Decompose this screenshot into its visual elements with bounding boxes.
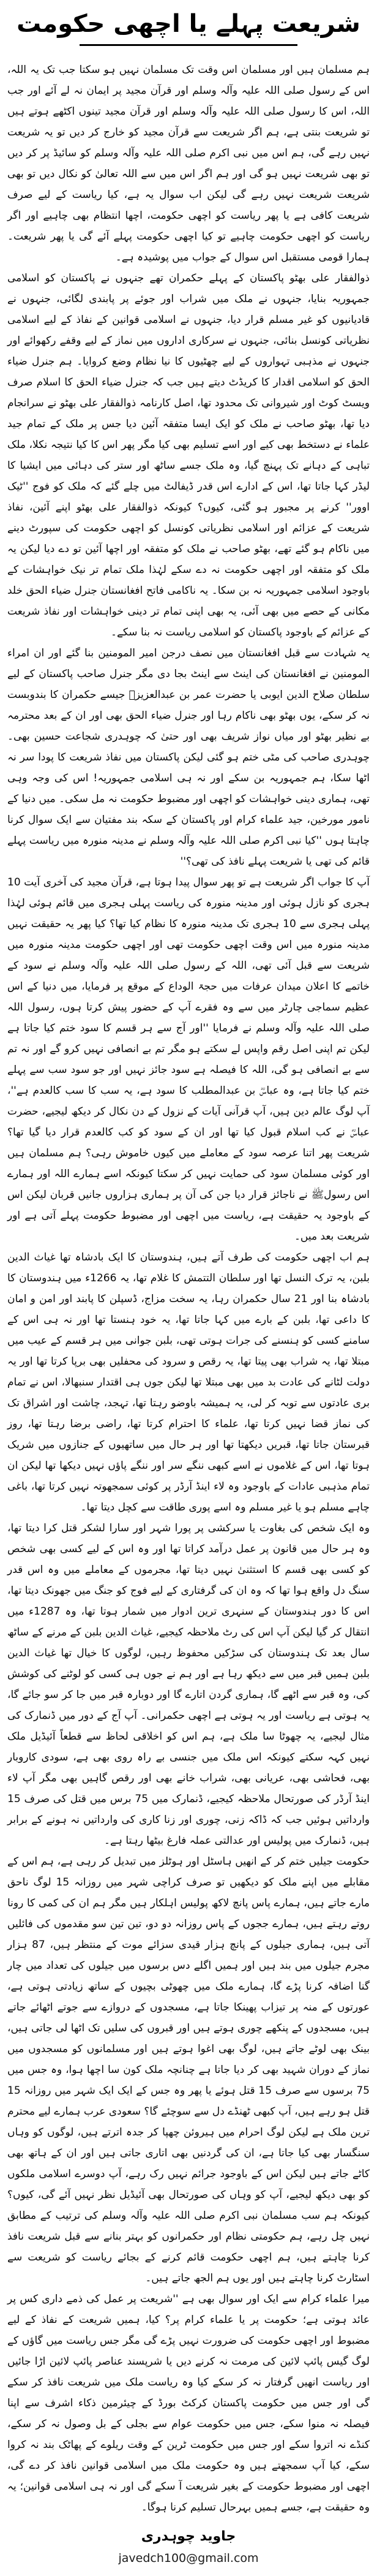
author-email: javedch100@gmail.com <box>118 2551 259 2565</box>
article-title: شریعت پہلے یا اچھی حکومت <box>17 10 360 38</box>
article-paragraph: ہم اب اچھی حکومت کی طرف آتے ہیں، ہندوستان کا ایک بادشاہ تھا غیاث الدین بلبن، یہ ترک النسل تھا اور سلطان التتمش کا غلام تھا، یہ 1266ء میں ہندوستان کا بادشاہ بنا اور 21 سال حکمران رہا، یہ سخت مزاج، ڈسپلن کا پابند اور امن و امان کا داعی تھا، بلبن کے بارے میں کہا جاتا تھا، یہ خود ہنستا تھا اور نہ ہی اس کے سامنے کسی کو ہنسنے کی جرات ہوتی تھی، بلبن جوانی میں ہر قسم کے عیب میں مبتلا تھا، یہ شراب بھی پیتا تھا، یہ رقص و سرود کی محفلیں بھی برپا کرتا تھا اور یہ دولت لٹانے کی عادت بد میں بھی مبتلا تھا لیکن جوں ہی اقتدار سنبھالا، اس نے تمام بری عادتوں سے توبہ کر لی، یہ ہمیشہ باوضو رہتا تھا، تہجد، چاشت اور اشراق تک کی نماز قضا نہیں کرتا تھا، علماء کا احترام کرتا تھا، راضی برضا رہتا تھا، روز قبرستان جاتا تھا، قبریں دیکھتا تھا اور ہر حال میں ساتھیوں کے جنازوں میں شریک ہوتا تھا، اس کے غلاموں نے اسے کبھی ننگے سر اور ننگے پاؤں نہیں دیکھا تھا لیکن ان تمام مذہبی عادات کے باوجود وہ لاء اینڈ آرڈر پر کوئی سمجھوتہ نہیں کرتا تھا، باغی چاہے مسلم ہو یا غیر مسلم وہ اسے پوری طاقت سے کچل دیتا تھا۔ <box>7 1251 370 1513</box>
article-footer <box>7 2528 370 2565</box>
article-paragraph: آپ کا جواب اگر شریعت ہے تو پھر سوال پیدا ہوتا ہے، قرآن مجید کی آخری آیت 10 ہجری کو نازل ہوئی اور مدینہ منورہ کی ریاست پہلی ہجری میں قائم ہوئی لہٰذا پہلی ہجری سے 10 ہجری تک مدینہ منورہ کا نظام کیا تھا؟ کیا پھر یہ حقیقت نہیں مدینہ منورہ میں اس وقت اچھی حکومت تھی اور اچھی حکومت مدینہ منورہ میں شریعت سے قبل آئی تھی، اللہ کے رسول صلی اللہ علیہ وآلہ وسلم نے سود کے خاتمے کا اعلان میدان عرفات میں حجۃ الوداع کے موقع پر فرمایا، میں دنیا کے اس عظیم سماجی چارٹر میں سے وہ فقرے آپ کے حضور پیش کرتا ہوں، رسول اللہ صلی اللہ علیہ وآلہ وسلم نے فرمایا ''اور آج سے ہر قسم کا سود ختم کیا جاتا ہے لیکن تم اپنی اصل رقم واپس لے سکتے ہو مگر تم بے انصافی نہیں کرو گے اور نہ تم سے بے انصافی ہو گی، اللہ کا فیصلہ ہے سود جائز نہیں اور جو سود سب سے پہلے ختم کیا جاتا ہے، وہ عباسؓ بن عبدالمطلب کا سود ہے، یہ سب کا سب کالعدم ہے''، آپ لوگ عالم دین ہیں، آپ قرآنی آیات کے نزول کے دن نکال کر دیکھ لیجیے، حضرت عباسؓ نے کب اسلام قبول کیا تھا اور ان کے سود کو کب کالعدم قرار دیا گیا تھا؟ شریعت پھر اتنا عرصہ سود کے معاملے میں کیوں خاموش رہی؟ ہم مسلمان ہیں اور کوئی مسلمان سود کی حمایت نہیں کر سکتا کیونکہ اسے ہمارے اللہ اور ہمارے اس رسولﷺ نے ناجائز قرار دیا جن کی آن پر ہماری ہزاروں جانیں قربان لیکن اس کے باوجود یہ حقیقت ہے، ریاست میں اچھی اور مضبوط حکومت پہلے آتی ہے اور شریعت بعد میں۔ <box>7 876 370 1243</box>
article-paragraph: ذوالفقار علی بھٹو پاکستان کے پہلے حکمران تھے جنہوں نے پاکستان کو اسلامی جمہوریہ بنایا، جنہوں نے ملک میں شراب اور جوئے پر پابندی لگائی، جنہوں نے قادیانیوں کو غیر مسلم قرار دیا، جنہوں نے اسلامی قوانین کے نفاذ کے لیے اسلامی نظریاتی کونسل بنائی، جنہوں نے سرکاری اداروں میں نماز کے لیے وقفے رکھوائے اور جنہوں نے مذہبی تہواروں کے لیے چھٹیوں کا نیا نظام وضع کروایا۔ ہم جنرل ضیاء الحق کو اسلامی اقدار کا کریڈٹ دیتے ہیں جب کہ جنرل ضیاء الحق کا اسلام صرف ویسٹ کوٹ اور شیروانی تک محدود تھا، اصل کارنامہ ذوالفقار علی بھٹو نے سرانجام دیا تھا، بھٹو صاحب نے ملک کو ایک ایسا متفقہ آئین دیا جس پر ملک کے تمام جید علماء نے دستخط بھی کیے اور اسے تسلیم بھی کیا مگر پھر اس کا کیا نتیجہ نکلا، ملک تباہی کے دہانے تک پہنچ گیا، وہ ملک جسے ساٹھ اور ستر کی دہائی میں ایشیا کا لیڈر کہا جاتا تھا، اس کے ادارے اس قدر ڈیفالٹ میں چلے گئے کہ ملک کو فوج ''ٹیک اوور'' کرنے پر مجبور ہو گئی، کیوں؟ کیونکہ ذوالفقار علی بھٹو اپنے آئین، نفاذ شریعت کے عزائم اور اسلامی نظریاتی کونسل کو اچھی حکومت کی سپورٹ دینے میں ناکام ہو گئے تھے، بھٹو صاحب نے ملک کو متفقہ اور اچھا آئین تو دے دیا لیکن یہ ملک کو متفقہ اور اچھی حکومت نہ دے سکے لہٰذا ملک تمام تر نیک خواہشات کے باوجود اسلامی جمہوریہ نہ بن سکا۔ یہ ناکامی فاتح افغانستان جنرل ضیاء الحق خلد مکانی کے حصے میں بھی آئی، یہ بھی اپنی تمام تر دینی خواہشات اور نفاذ شریعت کے عزائم کے باوجود پاکستان کو اسلامی ریاست نہ بنا سکے۔ <box>7 272 370 638</box>
article-header <box>7 9 370 46</box>
article-paragraph: ہم مسلمان ہیں اور مسلمان اس وقت تک مسلمان نہیں ہو سکتا جب تک یہ اللہ، اس کے رسول صلی اللہ علیہ وآلہ وسلم اور قرآن مجید پر ایمان نہ لے آئے اور جب اللہ، اس کا رسول صلی اللہ علیہ وآلہ وسلم اور قرآن مجید تینوں اکٹھے ہوتے ہیں تو شریعت بنتی ہے، ہم اگر شریعت سے قرآن مجید کو خارج کر دیں تو یہ شریعت نہیں رہے گی، ہم اس میں نبی اکرم صلی اللہ علیہ وآلہ وسلم کو سائیڈ پر کر دیں تو بھی شریعت نہیں ہو گی اور ہم اگر اس میں سے اللہ تعالیٰ کو نکال دیں تو بھی شریعت شریعت نہیں رہے گی لیکن اب سوال یہ ہے، کیا ریاست کے لیے صرف شریعت کافی ہے یا پھر ریاست کو اچھی حکومت، اچھا انتظام بھی چاہیے اور اگر ریاست کو اچھی حکومت چاہیے تو کیا اچھی حکومت پہلے آئے گی یا پھر شریعت۔ ہمارا قومی مستقبل اس سوال کے جواب میں پوشیدہ ہے۔ <box>7 64 370 263</box>
article-paragraph: یہ شہادت سے قبل افغانستان میں نصف درجن امیر المومنین بنا گئے اور ان امراء المومنین نے افغانستان کی اینٹ سے اینٹ بجا دی مگر جنرل صاحب پاکستان کے لیے سلطان صلاح الدین ایوبی یا حضرت عمر بن عبدالعزیزؒ جیسے حکمران کا بندوبست نہ کر سکے، یوں بھٹو بھی ناکام رہا اور جنرل ضیاء الحق بھی اور ان کے بعد محترمہ بے نظیر بھٹو اور میاں نواز شریف بھی اور حتیٰ کہ چوہدری شجاعت حسین بھی۔ چوہدری صاحب کی مٹی ختم ہو گئی لیکن پاکستان میں نفاذ شریعت کا پودا سر نہ اٹھا سکا، ہم جمہوریہ بن سکے اور نہ ہی اسلامی جمہوریہ! اس کی وجہ وہی تھی، ہماری دینی خواہشات کو اچھی اور مضبوط حکومت نہ مل سکی۔ میں دنیا کے نامور مورخین، جید علماء کرام اور پاکستان کے سکہ بند مفتیان سے ایک سوال کرنا چاہتا ہوں ''کیا نبی اکرم صلی اللہ علیہ وآلہ وسلم نے مدینہ منورہ میں ریاست پہلے قائم کی تھی یا شریعت پہلے نافذ کی تھی؟'' <box>7 647 370 868</box>
article-body <box>7 59 370 2518</box>
article-paragraph: میرا علماء کرام سے ایک اور سوال بھی ہے ''شریعت پر عمل کی ذمے داری کس پر عائد ہوتی ہے؛ حکومت پر یا علماء کرام پر؟ کیا، ہمیں شریعت کے نفاذ کے لیے مضبوط اور اچھی حکومت کی ضرورت نہیں پڑے گی مگر جس ریاست میں گاؤں کے لوگ گیس پائپ لائین کی مرمت نہ کرنے دیں یا شرپسند عناصر پائپ لائین اڑا جائیں اور ریاست انھیں گرفتار نہ کر سکے کیا وہ ریاست ملک میں شریعت نافذ کر سکے گی اور جس میں حکومت پاکستان کرکٹ بورڈ کے چیئرمین ذکاء اشرف سے اپنا فیصلہ نہ منوا سکے، جس میں حکومت عوام سے بجلی کے بل وصول نہ کر سکے، کنڈے نہ اتروا سکے اور جس میں حکومت ٹرین کے وقت ریلوے کے پھاٹک بند نہ کروا سکے، کیا آپ سمجھتے ہیں وہ حکومت ملک میں اسلامی قوانین نافذ کر دے گی، اچھی اور مضبوط حکومت کے بغیر شریعت آ سکے گی اور نہ ہی اسلامی قوانین؛ یہ وہ حقیقت ہے، جسے ہمیں بہرحال تسلیم کرنا ہوگا۔ <box>7 2293 370 2513</box>
article-paragraph: وہ ایک شخص کی بغاوت یا سرکشی پر پورا شہر اور سارا لشکر قتل کرا دیتا تھا، وہ ہر حال میں قانون پر عمل درآمد کراتا تھا اور وہ اس کے لیے کسی بھی شخص کو کسی بھی قسم کا استثنیٰ نہیں دیتا تھا، مجرموں کے معاملے میں وہ اس قدر سنگ دل واقع ہوا تھا کہ وہ ان کی گرفتاری کے لیے فوج کو جنگ میں جھونک دیتا تھا، اس کا دور ہندوستان کے سنہری ترین ادوار میں شمار ہوتا تھا، وہ 1287ء میں انتقال کر گیا لیکن آپ اس کی رٹ ملاحظہ کیجیے، غیاث الدین بلبن کے مرنے کے ساٹھ سال بعد تک ہندوستان کی سڑکیں محفوظ رہیں، لوگوں کا خیال تھا غیاث الدین بلبن ہمیں قبر میں سے دیکھ رہا ہے اور ہم نے جوں ہی کسی کو لوٹنے کی کوشش کی، وہ قبر سے اٹھے گا، ہماری گردن اتارے گا اور دوبارہ قبر میں جا کر سو جائے گا، یہ ہوتی ہے ریاست اور یہ ہوتی ہے اچھی حکمرانی۔ آپ آج کے دور میں ڈنمارک کی مثال لیجیے، یہ چھوٹا سا ملک ہے، ہم اس کو اخلاقی لحاظ سے قطعاً آئیڈیل ملک نہیں کہہ سکتے کیونکہ اس ملک میں جنسی بے راہ روی بھی ہے، سودی کاروبار بھی، فحاشی بھی، عریانی بھی، شراب خانے بھی اور رقص گاہیں بھی مگر آپ لاء اینڈ آرڈر کی صورتحال ملاحظہ کیجیے، ڈنمارک میں 75 برس میں قتل کی صرف 15 وارداتیں ہوئیں جب کہ ڈاکہ زنی، چوری اور زنا کاری کی وارداتیں نہ ہونے کے برابر ہیں، ڈنمارک میں پولیس اور عدالتی عملہ فارغ بیٹھا رہتا ہے۔ <box>7 1522 370 1847</box>
author-name: جاوید چوہدری <box>141 2529 236 2544</box>
article-paragraph: حکومت جیلیں ختم کر کے انھیں ہاسٹل اور ہوٹلز میں تبدیل کر رہی ہے، ہم اس کے مقابلے میں اپنے ملک کو دیکھیں تو صرف کراچی شہر میں روزانہ 15 لوگ ناحق مارے جاتے ہیں، ہمارے پاس پانچ لاکھ پولیس اہلکار ہیں مگر ہم ان کی کمی کا رونا روتے رہتے ہیں، ہمارے ججوں کے پاس روزانہ دو دو، تین تین سو مقدموں کی فائلیں آتی ہیں، ہماری جیلوں کے پانچ ہزار قیدی سزائے موت کے منتظر ہیں، 87 ہزار مجرم جیلوں میں بند ہیں اور ہمیں اگلے دس برسوں میں جیلوں کی تعداد میں چار گنا اضافہ کرنا پڑے گا، ہمارے ملک میں چھوٹی بچیوں کے ساتھ زیادتی ہوتی ہے، عورتوں کے منہ پر تیزاب پھینکا جاتا ہے، مسجدوں کے دروازے سے جوتے اٹھائے جاتے ہیں، مسجدوں کے پنکھے چوری ہوتے ہیں اور قبروں کی سلیں تک اٹھا لی جاتی ہیں، بینک بھی لوٹے جاتے ہیں، لوگ بھی اغوا ہوتے ہیں اور مسلمانوں کو مسجدوں میں نماز کے دوران شہید بھی کر دیا جاتا ہے چنانچہ ملک کون سا اچھا ہوا، وہ جس میں 75 برسوں سے صرف 15 قتل ہوئے یا پھر وہ جس کے ایک ایک شہر میں روزانہ 15 قتل ہو رہے ہیں، آپ کبھی ٹھنڈے دل سے سوچئے گا؟ سعودی عرب ہمارے لیے محترم ترین ملک ہے لیکن لوگ احرام میں ہیروئن چھپا کر جدہ اترتے ہیں، لوگوں کو وہاں سنگسار بھی کیا جاتا ہے، ان کی گردنیں بھی اتاری جاتی ہیں اور ان کے ہاتھ بھی کاٹے جاتے ہیں لیکن اس کے باوجود جرائم نہیں رک رہے، آپ دوسرے اسلامی ملکوں کو بھی دیکھ لیجیے، آپ کو وہاں کی صورتحال بھی آئیڈیل نظر نہیں آئے گی، کیوں؟ کیونکہ ہم سب مسلمان نبی اکرم صلی اللہ علیہ وآلہ وسلم کی ترتیب کے مطابق نہیں چل رہے، ہم حکومتی نظام اور حکمرانوں کو بہتر بنانے سے قبل شریعت نافذ کرنا چاہتے ہیں، ہم اچھی حکومت قائم کرنے کے بجائے ریاست کو شریعت سے اسٹارٹ کرنا چاہتے ہیں اور یوں ہم الجھ جاتے ہیں۔ <box>7 1855 370 2284</box>
title-divider <box>80 44 297 46</box>
